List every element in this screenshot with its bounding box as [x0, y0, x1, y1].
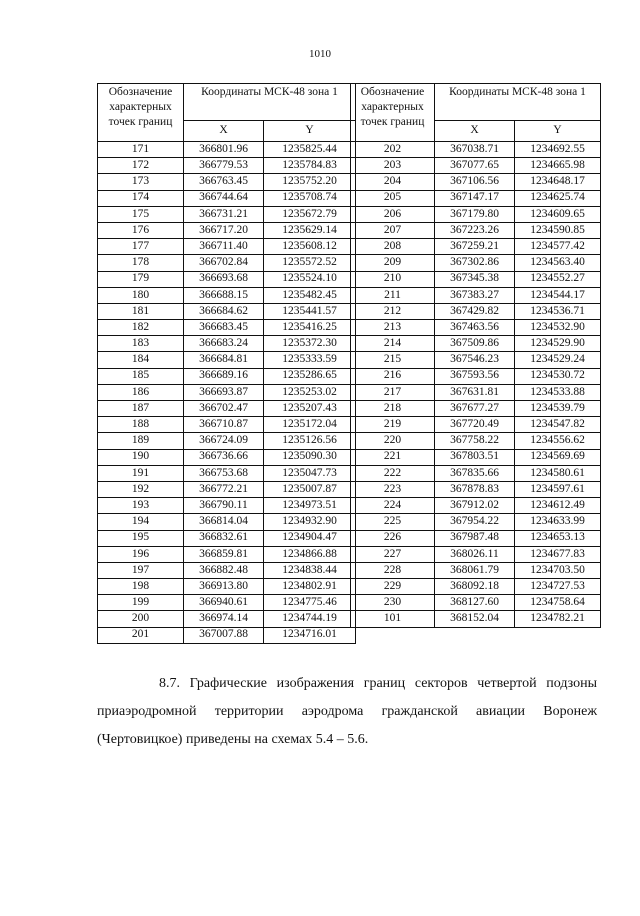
table-row	[98, 303, 356, 319]
point-number: 199	[98, 595, 184, 611]
y-value: 1234533.88	[515, 384, 601, 400]
table-row	[98, 449, 356, 465]
table-row	[351, 158, 601, 174]
table-row	[351, 449, 601, 465]
point-number: 202	[351, 142, 435, 158]
x-value: 366684.62	[184, 303, 264, 319]
x-value: 366832.61	[184, 530, 264, 546]
y-value: 1234544.17	[515, 287, 601, 303]
x-value: 367429.82	[435, 303, 515, 319]
y-value: 1235172.04	[264, 417, 356, 433]
table-row	[351, 481, 601, 497]
x-value: 366736.66	[184, 449, 264, 465]
point-number: 205	[351, 190, 435, 206]
y-value: 1235825.44	[264, 142, 356, 158]
point-number: 197	[98, 562, 184, 578]
x-value: 366702.84	[184, 255, 264, 271]
y-value: 1234677.83	[515, 546, 601, 562]
point-number: 212	[351, 303, 435, 319]
point-number: 216	[351, 368, 435, 384]
y-value: 1234648.17	[515, 174, 601, 190]
x-value: 366859.81	[184, 546, 264, 562]
paragraph-line: (Чертовицкое) приведены на схемах 5.4 – 5.6.	[97, 732, 369, 747]
y-column-header: Y	[264, 120, 356, 141]
table-row	[98, 287, 356, 303]
paragraph-line: 8.7. Графические изображения границ секторов четвертой подзоны	[159, 676, 597, 691]
table-row	[98, 239, 356, 255]
table-row	[351, 174, 601, 190]
point-number: 211	[351, 287, 435, 303]
y-value: 1234932.90	[264, 514, 356, 530]
x-value: 367179.80	[435, 206, 515, 222]
y-value: 1234703.50	[515, 562, 601, 578]
y-value: 1234782.21	[515, 611, 601, 627]
point-number: 190	[98, 449, 184, 465]
y-value: 1235482.45	[264, 287, 356, 303]
x-value: 366772.21	[184, 481, 264, 497]
coordinates-table-left	[97, 83, 356, 644]
x-value: 367077.65	[435, 158, 515, 174]
x-value: 366688.15	[184, 287, 264, 303]
y-value: 1234866.88	[264, 546, 356, 562]
y-value: 1234612.49	[515, 498, 601, 514]
point-number: 179	[98, 271, 184, 287]
y-value: 1234569.69	[515, 449, 601, 465]
table-row	[98, 336, 356, 352]
x-value: 366693.87	[184, 384, 264, 400]
x-value: 366779.53	[184, 158, 264, 174]
table-row	[351, 562, 601, 578]
table-row	[351, 579, 601, 595]
point-number: 208	[351, 239, 435, 255]
y-value: 1235572.52	[264, 255, 356, 271]
table-row	[98, 498, 356, 514]
y-value: 1234590.85	[515, 222, 601, 238]
x-value: 366940.61	[184, 595, 264, 611]
point-number: 182	[98, 320, 184, 336]
point-number: 213	[351, 320, 435, 336]
table-row	[351, 336, 601, 352]
x-column-header: X	[184, 120, 264, 141]
point-number: 183	[98, 336, 184, 352]
x-value: 367954.22	[435, 514, 515, 530]
y-value: 1234539.79	[515, 401, 601, 417]
point-number: 200	[98, 611, 184, 627]
x-value: 366683.24	[184, 336, 264, 352]
x-value: 368092.18	[435, 579, 515, 595]
point-number: 207	[351, 222, 435, 238]
coordinates-header: Координаты МСК-48 зона 1	[435, 84, 601, 121]
point-number: 185	[98, 368, 184, 384]
x-value: 367878.83	[435, 481, 515, 497]
page-number: 1010	[309, 48, 331, 60]
point-number: 187	[98, 401, 184, 417]
table-row	[98, 206, 356, 222]
coordinates-header: Координаты МСК-48 зона 1	[184, 84, 356, 121]
point-number: 174	[98, 190, 184, 206]
x-value: 366711.40	[184, 239, 264, 255]
x-value: 367463.56	[435, 320, 515, 336]
section-paragraph	[97, 670, 597, 754]
x-value: 367038.71	[435, 142, 515, 158]
y-value: 1234530.72	[515, 368, 601, 384]
point-number: 218	[351, 401, 435, 417]
table-row	[98, 579, 356, 595]
y-value: 1234547.82	[515, 417, 601, 433]
point-number: 219	[351, 417, 435, 433]
x-value: 367147.17	[435, 190, 515, 206]
table-row	[351, 465, 601, 481]
table-row	[98, 562, 356, 578]
point-number: 210	[351, 271, 435, 287]
x-value: 366717.20	[184, 222, 264, 238]
table-row	[98, 514, 356, 530]
table-row	[351, 498, 601, 514]
table-row	[351, 368, 601, 384]
table-row	[98, 222, 356, 238]
y-value: 1234904.47	[264, 530, 356, 546]
table-row	[98, 417, 356, 433]
y-value: 1235047.73	[264, 465, 356, 481]
x-value: 367259.21	[435, 239, 515, 255]
y-value: 1235416.25	[264, 320, 356, 336]
paragraph-line: приаэродромной территории аэродрома гражданской авиации Воронеж	[97, 704, 597, 719]
table-row	[351, 239, 601, 255]
point-number: 195	[98, 530, 184, 546]
x-value: 367302.86	[435, 255, 515, 271]
y-value: 1234973.51	[264, 498, 356, 514]
point-number: 217	[351, 384, 435, 400]
point-number: 176	[98, 222, 184, 238]
table-row	[351, 222, 601, 238]
point-number: 206	[351, 206, 435, 222]
table-row	[98, 158, 356, 174]
x-column-header: X	[435, 120, 515, 141]
point-number: 209	[351, 255, 435, 271]
x-value: 367007.88	[184, 627, 264, 643]
x-value: 367546.23	[435, 352, 515, 368]
table-row	[351, 417, 601, 433]
y-value: 1235372.30	[264, 336, 356, 352]
table-row	[98, 190, 356, 206]
y-value: 1235333.59	[264, 352, 356, 368]
point-number: 220	[351, 433, 435, 449]
point-number: 175	[98, 206, 184, 222]
table-row	[351, 271, 601, 287]
x-value: 367509.86	[435, 336, 515, 352]
x-value: 366724.09	[184, 433, 264, 449]
table-row	[98, 384, 356, 400]
y-value: 1234609.65	[515, 206, 601, 222]
y-value: 1235007.87	[264, 481, 356, 497]
y-value: 1234775.46	[264, 595, 356, 611]
table-row	[351, 546, 601, 562]
point-number: 229	[351, 579, 435, 595]
x-value: 366683.45	[184, 320, 264, 336]
x-value: 367803.51	[435, 449, 515, 465]
point-number: 196	[98, 546, 184, 562]
x-value: 368061.79	[435, 562, 515, 578]
point-number: 188	[98, 417, 184, 433]
x-value: 366744.64	[184, 190, 264, 206]
x-value: 367345.38	[435, 271, 515, 287]
table-row	[351, 255, 601, 271]
point-number: 172	[98, 158, 184, 174]
point-number: 189	[98, 433, 184, 449]
y-value: 1235784.83	[264, 158, 356, 174]
coordinates-table-right	[350, 83, 601, 628]
y-value: 1235126.56	[264, 433, 356, 449]
x-value: 366790.11	[184, 498, 264, 514]
x-value: 367223.26	[435, 222, 515, 238]
y-value: 1234665.98	[515, 158, 601, 174]
y-value: 1234532.90	[515, 320, 601, 336]
x-value: 366801.96	[184, 142, 264, 158]
point-number: 204	[351, 174, 435, 190]
y-value: 1235524.10	[264, 271, 356, 287]
y-value: 1234727.53	[515, 579, 601, 595]
designation-header: Обозначение характерных точек границ	[98, 84, 184, 142]
y-value: 1234536.71	[515, 303, 601, 319]
table-row	[351, 401, 601, 417]
point-number: 201	[98, 627, 184, 643]
y-value: 1234653.13	[515, 530, 601, 546]
y-value: 1234529.90	[515, 336, 601, 352]
y-value: 1235253.02	[264, 384, 356, 400]
y-value: 1234716.01	[264, 627, 356, 643]
point-number: 221	[351, 449, 435, 465]
point-number: 228	[351, 562, 435, 578]
y-value: 1234633.99	[515, 514, 601, 530]
table-row	[98, 433, 356, 449]
point-number: 181	[98, 303, 184, 319]
x-value: 368026.11	[435, 546, 515, 562]
point-number: 227	[351, 546, 435, 562]
table-row	[351, 190, 601, 206]
point-number: 223	[351, 481, 435, 497]
point-number: 222	[351, 465, 435, 481]
table-row	[98, 142, 356, 158]
table-row	[351, 303, 601, 319]
y-value: 1234625.74	[515, 190, 601, 206]
y-value: 1235090.30	[264, 449, 356, 465]
x-value: 367106.56	[435, 174, 515, 190]
x-value: 367758.22	[435, 433, 515, 449]
x-value: 366693.68	[184, 271, 264, 287]
table-row	[98, 546, 356, 562]
table-row	[351, 206, 601, 222]
x-value: 366702.47	[184, 401, 264, 417]
y-value: 1234563.40	[515, 255, 601, 271]
left-table-body	[98, 142, 356, 644]
y-value: 1235672.79	[264, 206, 356, 222]
x-value: 367720.49	[435, 417, 515, 433]
x-value: 366753.68	[184, 465, 264, 481]
table-row	[351, 611, 601, 627]
table-row	[351, 320, 601, 336]
point-number: 101	[351, 611, 435, 627]
designation-header: Обозначение характерных точек границ	[351, 84, 435, 142]
y-value: 1234802.91	[264, 579, 356, 595]
x-value: 367677.27	[435, 401, 515, 417]
x-value: 367835.66	[435, 465, 515, 481]
x-value: 367383.27	[435, 287, 515, 303]
y-value: 1235286.65	[264, 368, 356, 384]
table-row	[98, 465, 356, 481]
x-value: 366684.81	[184, 352, 264, 368]
y-value: 1234580.61	[515, 465, 601, 481]
right-table-body	[351, 142, 601, 628]
y-value: 1234838.44	[264, 562, 356, 578]
point-number: 226	[351, 530, 435, 546]
table-row	[351, 352, 601, 368]
table-row	[351, 433, 601, 449]
x-value: 366974.14	[184, 611, 264, 627]
y-value: 1235708.74	[264, 190, 356, 206]
x-value: 366710.87	[184, 417, 264, 433]
table-row	[351, 287, 601, 303]
y-value: 1234529.24	[515, 352, 601, 368]
x-value: 366689.16	[184, 368, 264, 384]
x-value: 368152.04	[435, 611, 515, 627]
point-number: 173	[98, 174, 184, 190]
x-value: 366913.80	[184, 579, 264, 595]
y-value: 1234556.62	[515, 433, 601, 449]
point-number: 194	[98, 514, 184, 530]
point-number: 191	[98, 465, 184, 481]
table-row	[98, 530, 356, 546]
point-number: 178	[98, 255, 184, 271]
x-value: 368127.60	[435, 595, 515, 611]
x-value: 367631.81	[435, 384, 515, 400]
table-row	[98, 255, 356, 271]
table-row	[351, 142, 601, 158]
x-value: 366763.45	[184, 174, 264, 190]
table-row	[98, 595, 356, 611]
point-number: 193	[98, 498, 184, 514]
point-number: 224	[351, 498, 435, 514]
table-row	[98, 627, 356, 643]
x-value: 366882.48	[184, 562, 264, 578]
point-number: 192	[98, 481, 184, 497]
y-value: 1234552.27	[515, 271, 601, 287]
y-value: 1234597.61	[515, 481, 601, 497]
y-value: 1234577.42	[515, 239, 601, 255]
x-value: 366814.04	[184, 514, 264, 530]
table-row	[351, 514, 601, 530]
y-value: 1235752.20	[264, 174, 356, 190]
table-row	[98, 174, 356, 190]
y-value: 1234758.64	[515, 595, 601, 611]
table-row	[351, 530, 601, 546]
point-number: 186	[98, 384, 184, 400]
table-row	[351, 595, 601, 611]
point-number: 225	[351, 514, 435, 530]
y-value: 1235629.14	[264, 222, 356, 238]
table-row	[98, 401, 356, 417]
table-row	[98, 271, 356, 287]
y-value: 1235441.57	[264, 303, 356, 319]
table-row	[98, 320, 356, 336]
table-row	[98, 611, 356, 627]
y-column-header: Y	[515, 120, 601, 141]
x-value: 367912.02	[435, 498, 515, 514]
point-number: 171	[98, 142, 184, 158]
y-value: 1234744.19	[264, 611, 356, 627]
x-value: 366731.21	[184, 206, 264, 222]
x-value: 367593.56	[435, 368, 515, 384]
point-number: 230	[351, 595, 435, 611]
table-row	[98, 352, 356, 368]
point-number: 215	[351, 352, 435, 368]
y-value: 1235207.43	[264, 401, 356, 417]
point-number: 177	[98, 239, 184, 255]
point-number: 214	[351, 336, 435, 352]
table-row	[98, 368, 356, 384]
point-number: 203	[351, 158, 435, 174]
table-row	[98, 481, 356, 497]
x-value: 367987.48	[435, 530, 515, 546]
y-value: 1234692.55	[515, 142, 601, 158]
y-value: 1235608.12	[264, 239, 356, 255]
point-number: 198	[98, 579, 184, 595]
point-number: 180	[98, 287, 184, 303]
table-row	[351, 384, 601, 400]
point-number: 184	[98, 352, 184, 368]
